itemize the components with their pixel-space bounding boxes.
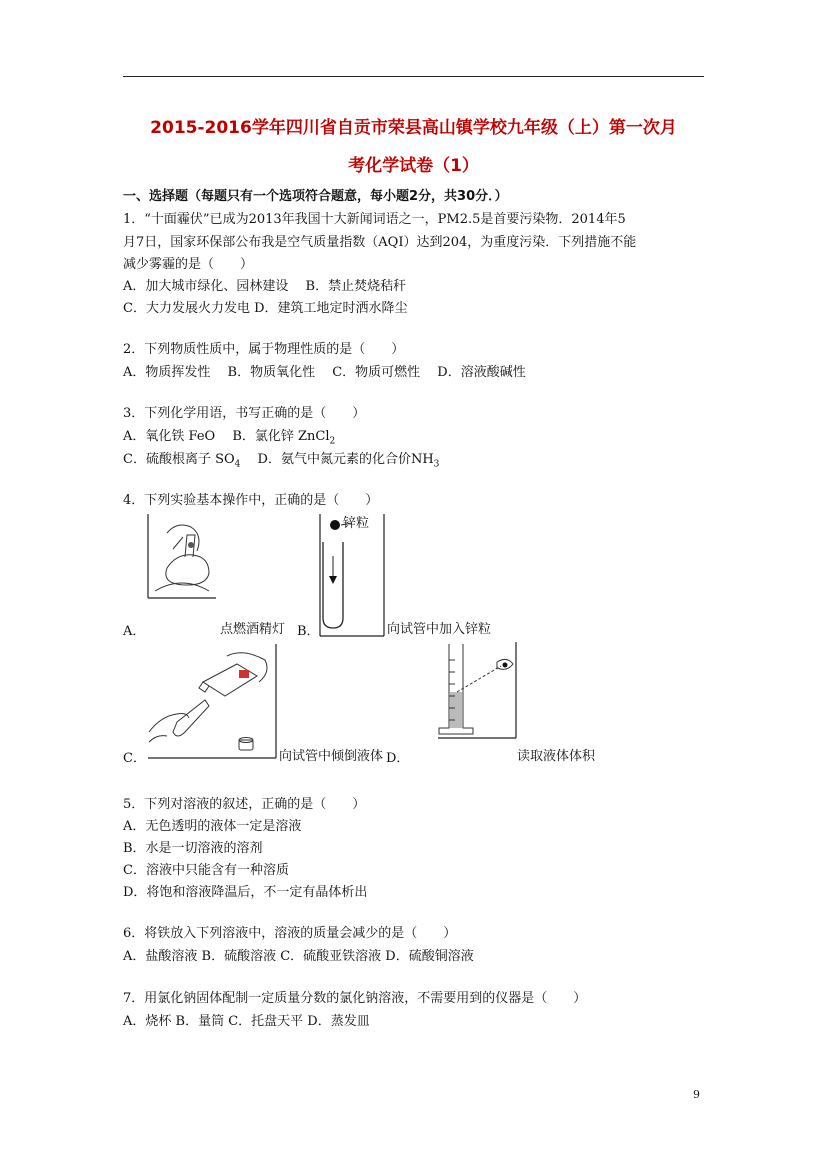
q4-option-b-letter: B．: [297, 624, 320, 639]
page-number: 9: [693, 1088, 700, 1101]
q3-subscript-3: 3: [433, 459, 440, 470]
zinc-granule-label: 锌粒: [343, 516, 370, 531]
exam-title-line1: 2015-2016学年四川省自贡市荣县高山镇学校九年级（上）第一次月: [150, 118, 677, 138]
figure-alcohol-lamp: [147, 513, 217, 599]
q4-option-a-text: 点燃酒精灯: [220, 622, 286, 637]
q3-subscript-2: 2: [329, 436, 336, 447]
q1-stem-line1: 1．“十面霾伏”已成为2013年我国十大新闻词语之一，PM2.5是首要污染物．2014年5: [123, 212, 626, 227]
q1-options-ab: A．加大城市绿化、园林建设 B．禁止焚烧秸秆: [123, 279, 407, 294]
header-rule: [123, 76, 704, 77]
q4-stem: 4．下列实验基本操作中，正确的是（ ）: [123, 493, 379, 508]
q5-option-a: A．无色透明的液体一定是溶液: [123, 819, 302, 834]
q7-stem: 7．用氯化钠固体配制一定质量分数的氯化钠溶液，不需要用到的仪器是（ ）: [123, 991, 587, 1006]
q3-stem: 3．下列化学用语，书写正确的是（ ）: [123, 406, 366, 421]
q6-stem: 6．将铁放入下列溶液中，溶液的质量会减少的是（ ）: [123, 926, 457, 941]
q3-option-c-text: C．硫酸根离子 SO: [123, 452, 235, 467]
q4-option-a-letter: A．: [123, 624, 146, 639]
q5-option-c: C．溶液中只能含有一种溶质: [123, 863, 289, 878]
q7-options: A．烧杯 B．量筒 C．托盘天平 D．蒸发皿: [123, 1014, 370, 1029]
q1-stem-line2: 月7日，国家环保部公布我是空气质量指数（AQI）达到204，为重度污染．下列措施不能: [123, 235, 637, 250]
q3-options-ab: [123, 428, 335, 451]
q5-stem: 5．下列对溶液的叙述，正确的是（ ）: [123, 797, 366, 812]
q4-option-b-text: 向试管中加入锌粒: [387, 622, 492, 637]
q4-option-d-letter: D．: [386, 751, 410, 766]
q4-option-c-text: 向试管中倾倒液体: [279, 749, 384, 764]
q4-option-c-letter: C．: [123, 751, 146, 766]
q3-options-ab-text: A．氧化铁 FeO B．氯化锌 ZnCl: [123, 429, 330, 444]
q3-option-d-text: D．氨气中氮元素的化合价NH: [240, 452, 434, 467]
exam-title-line2: 考化学试卷（1）: [348, 156, 479, 176]
q5-option-d: D．将饱和溶液降温后，不一定有晶体析出: [123, 885, 368, 900]
q1-options-cd: C．大力发展火力发电 D．建筑工地定时洒水降尘: [123, 301, 408, 316]
q6-options: A．盐酸溶液 B．硫酸溶液 C．硫酸亚铁溶液 D．硫酸铜溶液: [123, 949, 474, 964]
q4-option-d-text: 读取液体体积: [517, 749, 596, 764]
q1-stem-line3: 减少雾霾的是（ ）: [123, 257, 254, 272]
q3-subscript-4: 4: [234, 459, 241, 470]
figure-graduated-cylinder: [437, 640, 517, 740]
section-heading: 一、选择题（每题只有一个选项符合题意，每小题2分，共30分．）: [123, 189, 508, 204]
q3-options-cd: [123, 451, 439, 474]
q2-stem: 2．下列物质性质中，属于物理性质的是（ ）: [123, 342, 405, 357]
q5-option-b: B．水是一切溶液的溶剂: [123, 841, 263, 856]
q2-options: A．物质挥发性 B．物质氧化性 C．物质可燃性 D．溶液酸碱性: [123, 365, 526, 380]
figure-pouring-liquid: [147, 642, 277, 762]
